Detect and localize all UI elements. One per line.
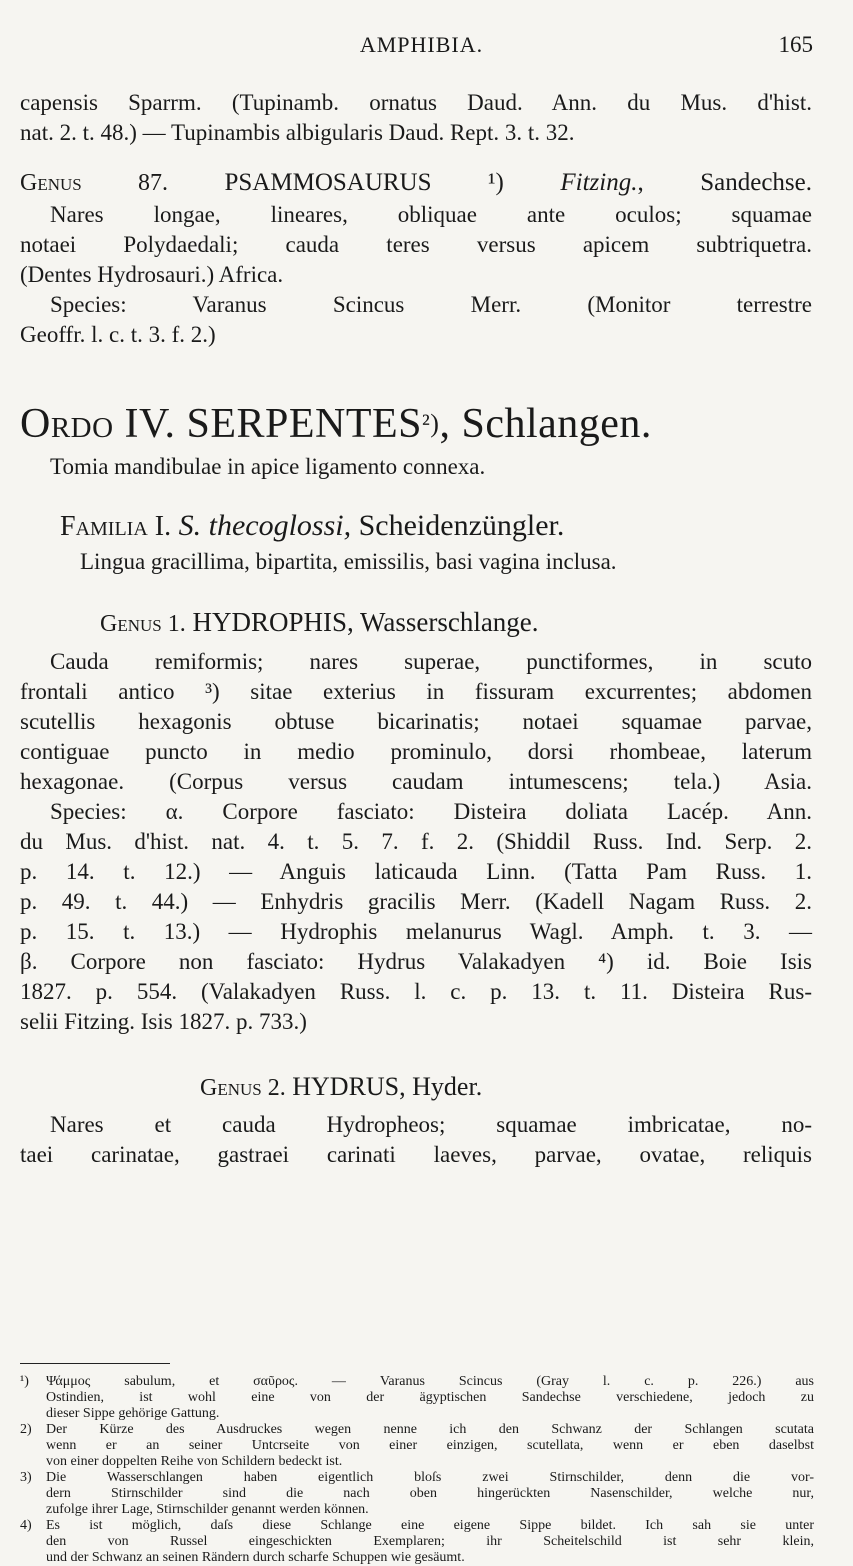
text-line: Nares longae, lineares, obliquae ante oculos; squamae: [50, 202, 812, 227]
text-line: notaei Polydaedali; cauda teres versus apicem subtriquetra.: [20, 232, 812, 257]
genus-description: [20, 647, 812, 1037]
footnote: [20, 1422, 814, 1470]
footnote-line: wenn er an seiner Untcrseite von einer einzigen, scutellata, wenn er eben daselbst: [46, 1438, 814, 1453]
footnote-line: dieser Sippe gehörige Gattung.: [46, 1406, 220, 1421]
genus-name: HYDROPHIS: [192, 607, 348, 637]
footnote-line: und der Schwanz an seinen Rändern durch scharfe Schuppen wie gesäumt.: [46, 1550, 465, 1565]
text-line: Species: Varanus Scincus Merr. (Monitor terrestre: [50, 292, 812, 317]
genus-heading: [20, 1069, 812, 1106]
footnote-line: Der Kürze des Ausdruckes wegen nenne ich den Schwanz der Schlangen scutata: [46, 1422, 814, 1437]
genus-2-section: [20, 1069, 812, 1170]
genus-1-section: [20, 603, 812, 1037]
footnote-number: 3): [20, 1470, 32, 1485]
genus-author: Fitzing.: [560, 169, 638, 196]
genus-label: Genus 2.: [200, 1075, 286, 1101]
text-line: du Mus. d'hist. nat. 4. t. 5. 7. f. 2. (Shiddil Russ. Ind. Serp. 2.: [20, 829, 812, 854]
footnote-line: Die Wasserschlangen haben eigentlich bloſs zwei Stirnschilder, denn die vor-: [46, 1470, 814, 1485]
footnote-text: [46, 1422, 814, 1470]
running-title: AMPHIBIA.: [359, 32, 484, 57]
page-number: 165: [778, 32, 813, 57]
text-line: contiguae puncto in medio prominulo, dorsi rhombeae, laterum: [20, 739, 812, 764]
family-common-name: Scheidenzüngler.: [358, 509, 565, 542]
footnote: [20, 1470, 814, 1518]
main-text: [20, 88, 812, 1170]
footnote-text: [46, 1518, 814, 1566]
genus-common-name: , Wasserschlange.: [347, 607, 539, 637]
family-description: Lingua gracillima, bipartita, emissilis, basi vagina inclusa.: [80, 549, 617, 574]
footnote-line: Es ist möglich, daſs diese Schlange eine eigene Sippe bildet. Ich sah sie unter: [46, 1518, 814, 1533]
footnote-text: [46, 1470, 814, 1518]
text-line: 1827. p. 554. (Valakadyen Russ. l. c. p. 13. t. 11. Disteira Rus-: [20, 979, 812, 1004]
text-line: frontali antico ³) sitae exterius in fissuram excurrentes; abdomen: [20, 679, 812, 704]
text-line: (Dentes Hydrosauri.) Africa.: [20, 262, 284, 287]
footnote-mark: ¹): [488, 169, 504, 196]
text-line: p. 14. t. 12.) — Anguis laticauda Linn. (Tatta Pam Russ. 1.: [20, 859, 812, 884]
text-line: p. 15. t. 13.) — Hydrophis melanurus Wagl. Amph. t. 3. —: [20, 919, 812, 944]
family-name: S. thecoglossi,: [178, 509, 352, 542]
footnotes: [20, 1363, 814, 1566]
footnote-rule: [20, 1363, 170, 1364]
genus-common-name: , Hyder.: [399, 1072, 483, 1101]
text-line: hexagonae. (Corpus versus caudam intumescens; tela.) Asia.: [20, 769, 812, 794]
footnote-number: 2): [20, 1422, 32, 1437]
genus-label: Genus 87.: [20, 170, 168, 196]
order-description: Tomia mandibulae in apice ligamento connexa.: [50, 454, 486, 479]
footnote-line: zufolge ihrer Lage, Stirnschilder genannt werden können.: [46, 1502, 369, 1517]
order-common-name: , Schlangen.: [439, 401, 652, 447]
text-line: selii Fitzing. Isis 1827. p. 733.): [20, 1009, 307, 1034]
genus-label: Genus 1.: [100, 611, 186, 637]
continuation-paragraph: [20, 88, 812, 148]
genus-heading: [20, 603, 812, 643]
footnote-number: 4): [20, 1518, 32, 1533]
footnote: [20, 1374, 814, 1422]
footnote-text: [46, 1374, 814, 1422]
footnote: [20, 1518, 814, 1566]
text-line: Nares et cauda Hydropheos; squamae imbricatae, no-: [50, 1112, 812, 1137]
genus-common-name: , Sandechse.: [637, 169, 813, 196]
genus-87-section: [20, 166, 812, 350]
footnote-number: ¹): [20, 1374, 29, 1389]
text-line: capensis Sparrm. (Tupinamb. ornatus Daud. Ann. du Mus. d'hist.: [20, 90, 812, 115]
text-line: Geoffr. l. c. t. 3. f. 2.): [20, 322, 216, 347]
genus-name: HYDRUS: [292, 1072, 400, 1101]
footnote-line: von einer doppelten Reihe von Schildern bedeckt ist.: [46, 1454, 343, 1469]
order-heading: [20, 400, 812, 448]
order-name: SERPENTES: [186, 401, 423, 447]
text-line: Species: α. Corpore fasciato: Disteira doliata Lacép. Ann.: [50, 799, 812, 824]
text-line: taei carinatae, gastraei carinati laeves, parvae, ovatae, reliquis: [20, 1142, 812, 1167]
footnote-line: den von Russel eingeschickten Exemplaren; ihr Scheitelschild ist sehr klein,: [46, 1534, 814, 1549]
text-line: scutellis hexagonis obtuse bicarinatis; notaei squamae parvae,: [20, 709, 812, 734]
genus-heading: [20, 166, 812, 200]
family-label: Familia I.: [60, 511, 172, 542]
running-header: [30, 32, 813, 68]
footnote-mark: ²): [422, 409, 440, 438]
family-heading: [20, 506, 812, 547]
footnote-line: dern Stirnschilder sind die nach oben hingerückten Nasenschilder, welche nur,: [46, 1486, 814, 1501]
footnote-line: Ψάμμος sabulum, et σαῦρος. — Varanus Scincus (Gray l. c. p. 226.) aus: [46, 1374, 814, 1389]
genus-name: PSAMMOSAURUS: [224, 169, 432, 196]
text-line: β. Corpore non fasciato: Hydrus Valakadyen ⁴) id. Boie Isis: [20, 949, 812, 974]
text-line: p. 49. t. 44.) — Enhydris gracilis Merr. (Kadell Nagam Russ. 2.: [20, 889, 812, 914]
footnote-line: Ostindien, ist wohl eine von der ägyptischen Sandechse verschiedene, jedoch zu: [46, 1390, 814, 1405]
order-label: Ordo IV.: [20, 401, 176, 447]
text-line: nat. 2. t. 48.) — Tupinambis albigularis Daud. Rept. 3. t. 32.: [20, 120, 575, 145]
text-line: Cauda remiformis; nares superae, punctiformes, in scuto: [50, 649, 812, 674]
